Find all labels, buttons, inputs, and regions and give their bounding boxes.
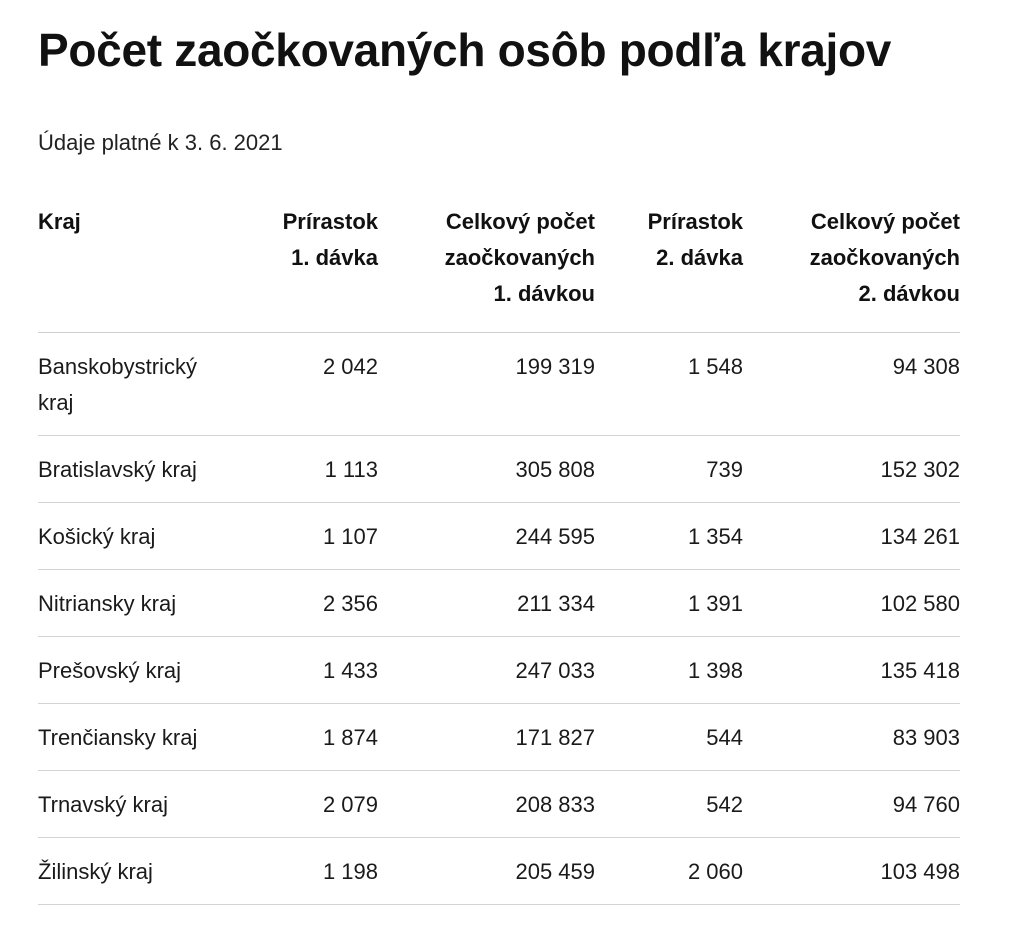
cell-celkovy-2: 134 261 <box>743 503 960 570</box>
cell-prirastok-1: 2 356 <box>238 570 378 637</box>
cell-prirastok-1: 1 874 <box>238 704 378 771</box>
header-line: Celkový počet <box>810 209 960 234</box>
header-prirastok-2 <box>595 202 743 333</box>
cell-prirastok-2: 542 <box>595 771 743 838</box>
cell-prirastok-2: 1 354 <box>595 503 743 570</box>
table-row <box>38 637 960 704</box>
cell-celkovy-2: 103 498 <box>743 838 960 905</box>
cell-prirastok-1: 1 433 <box>238 637 378 704</box>
header-line: zaočkovaných <box>444 245 595 270</box>
table-row <box>38 570 960 637</box>
header-kraj <box>38 202 238 333</box>
cell-celkovy-2: 94 760 <box>743 771 960 838</box>
cell-celkovy-1: 205 459 <box>378 838 595 905</box>
header-line: Prírastok <box>647 209 743 234</box>
cell-kraj: Banskobystrický kraj <box>38 333 238 436</box>
cell-prirastok-1: 2 042 <box>238 333 378 436</box>
header-kraj-label: Kraj <box>38 209 81 234</box>
table-row <box>38 333 960 436</box>
cell-celkovy-1: 305 808 <box>378 436 595 503</box>
cell-prirastok-2: 2 060 <box>595 838 743 905</box>
cell-kraj: Trenčiansky kraj <box>38 704 238 771</box>
cell-prirastok-2: 1 548 <box>595 333 743 436</box>
cell-kraj: Nitriansky kraj <box>38 570 238 637</box>
cell-celkovy-1: 208 833 <box>378 771 595 838</box>
vaccination-table <box>38 202 960 905</box>
cell-prirastok-1: 1 113 <box>238 436 378 503</box>
table-row <box>38 436 960 503</box>
cell-prirastok-1: 1 198 <box>238 838 378 905</box>
cell-celkovy-2: 94 308 <box>743 333 960 436</box>
cell-prirastok-1: 2 079 <box>238 771 378 838</box>
table-row <box>38 771 960 838</box>
cell-celkovy-1: 199 319 <box>378 333 595 436</box>
cell-prirastok-2: 544 <box>595 704 743 771</box>
header-line: 2. dávkou <box>858 281 960 306</box>
cell-celkovy-2: 83 903 <box>743 704 960 771</box>
cell-prirastok-2: 739 <box>595 436 743 503</box>
cell-celkovy-2: 152 302 <box>743 436 960 503</box>
cell-kraj: Žilinský kraj <box>38 838 238 905</box>
cell-celkovy-1: 211 334 <box>378 570 595 637</box>
header-line: 1. dávka <box>291 245 378 270</box>
cell-celkovy-1: 247 033 <box>378 637 595 704</box>
table-row <box>38 838 960 905</box>
header-line: 2. dávka <box>656 245 743 270</box>
header-celkovy-1 <box>378 202 595 333</box>
header-line: 1. dávkou <box>493 281 595 306</box>
cell-prirastok-2: 1 391 <box>595 570 743 637</box>
cell-prirastok-1: 1 107 <box>238 503 378 570</box>
cell-celkovy-1: 171 827 <box>378 704 595 771</box>
table-row <box>38 704 960 771</box>
cell-kraj: Trnavský kraj <box>38 771 238 838</box>
cell-kraj: Bratislavský kraj <box>38 436 238 503</box>
table-row <box>38 503 960 570</box>
header-prirastok-1 <box>238 202 378 333</box>
page-title: Počet zaočkovaných osôb podľa krajov <box>38 24 892 76</box>
cell-prirastok-2: 1 398 <box>595 637 743 704</box>
cell-celkovy-1: 244 595 <box>378 503 595 570</box>
cell-kraj: Košický kraj <box>38 503 238 570</box>
cell-celkovy-2: 135 418 <box>743 637 960 704</box>
header-line: Prírastok <box>282 209 378 234</box>
header-line: Celkový počet <box>445 209 595 234</box>
cell-kraj: Prešovský kraj <box>38 637 238 704</box>
header-line: zaočkovaných <box>809 245 960 270</box>
data-validity-date: Údaje platné k 3. 6. 2021 <box>38 130 283 155</box>
cell-celkovy-2: 102 580 <box>743 570 960 637</box>
table-header-row <box>38 202 960 333</box>
header-celkovy-2 <box>743 202 960 333</box>
